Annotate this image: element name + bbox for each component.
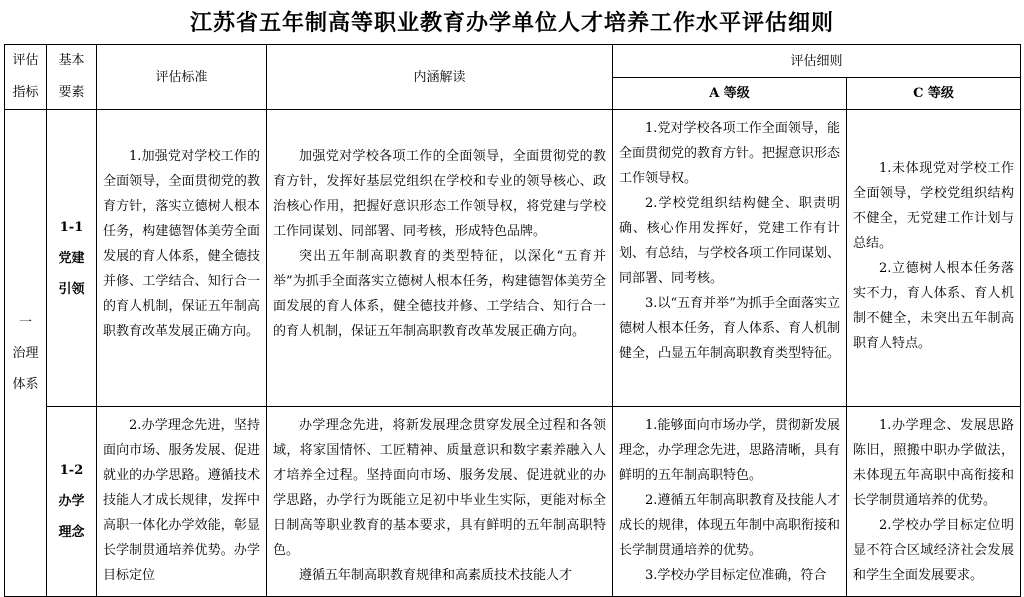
evaluation-table bbox=[4, 44, 1021, 597]
header-element: 基本 要素 bbox=[47, 45, 97, 110]
grade-a-cell: 1.能够面向市场办学，贯彻新发展理念，办学理念先进，思路清晰，具有鲜明的五年制高职特色。 2.遵循五年制高职教育及技能人才成长的规律，体现五年制中高职衔接和长学制贯通培养的优势。 3.学校办学目标定位准确，符合 bbox=[613, 407, 847, 597]
header-indicator: 评估 指标 bbox=[5, 45, 47, 110]
element-cell: 1-1 党建 引领 bbox=[47, 110, 97, 407]
grade-c-cell: 1.办学理念、发展思路陈旧，照搬中职办学做法，未体现五年高职中高衔接和长学制贯通培养的优势。 2.学校办学目标定位明显不符合区域经济社会发展和学生全面发展要求。 bbox=[847, 407, 1021, 597]
header-standard: 评估标准 bbox=[97, 45, 267, 110]
standard-cell: 1.加强党对学校工作的全面领导，全面贯彻党的教育方针，落实立德树人根本任务，构建德智体美劳全面发展的育人体系，健全德技并修、工学结合、知行合一的育人机制，保证五年制高职教育改革发展正确方向。 bbox=[97, 110, 267, 407]
indicator-cell: 一 治理 体系 bbox=[5, 110, 47, 597]
interpretation-cell: 加强党对学校各项工作的全面领导，全面贯彻党的教育方针，发挥好基层党组织在学校和专业的领导核心、政治核心作用，把握好意识形态工作领导权，将党建与学校工作同谋划、同部署、同考核，形成特色品牌。 突出五年制高职教育的类型特征，以深化“五育并举”为抓手全面落实立德树人根本任务，构建德智体美劳全面发展的育人体系，健全德技并修、工学结合、知行合一的育人机制，保证五年制高职教育改革发展正确方向。 bbox=[267, 110, 613, 407]
element-cell: 1-2 办学 理念 bbox=[47, 407, 97, 597]
header-grade-c: C 等级 bbox=[847, 78, 1021, 110]
grade-c-cell: 1.未体现党对学校工作全面领导，学校党组织结构不健全，无党建工作计划与总结。 2.立德树人根本任务落实不力，育人体系、育人机制不健全，未突出五年制高职育人特点。 bbox=[847, 110, 1021, 407]
header-interpretation: 内涵解读 bbox=[267, 45, 613, 110]
header-grade-a: A 等级 bbox=[613, 78, 847, 110]
grade-a-cell: 1.党对学校各项工作全面领导，能全面贯彻党的教育方针。把握意识形态工作领导权。 2.学校党组织结构健全、职责明确、核心作用发挥好，党建工作有计划、有总结，与学校各项工作同谋划、同部署、同考核。 3.以“五育并举”为抓手全面落实立德树人根本任务，育人体系、育人机制健全，凸显五年制高职教育类型特征。 bbox=[613, 110, 847, 407]
header-rules: 评估细则 bbox=[613, 45, 1021, 78]
standard-cell: 2.办学理念先进，坚持面向市场、服务发展、促进就业的办学思路。遵循技术技能人才成长规律，发挥中高职一体化办学效能，彰显长学制贯通培养优势。办学目标定位 bbox=[97, 407, 267, 597]
interpretation-cell: 办学理念先进，将新发展理念贯穿发展全过程和各领域，将家国情怀、工匠精神、质量意识和数字素养融入人才培养全过程。坚持面向市场、服务发展、促进就业的办学思路，办学行为既能立足初中毕业生实际，更能对标全日制高等职业教育的基本要求，具有鲜明的五年制高职特色。 遵循五年制高职教育规律和高素质技术技能人才 bbox=[267, 407, 613, 597]
page-title: 江苏省五年制高等职业教育办学单位人才培养工作水平评估细则 bbox=[189, 10, 834, 36]
